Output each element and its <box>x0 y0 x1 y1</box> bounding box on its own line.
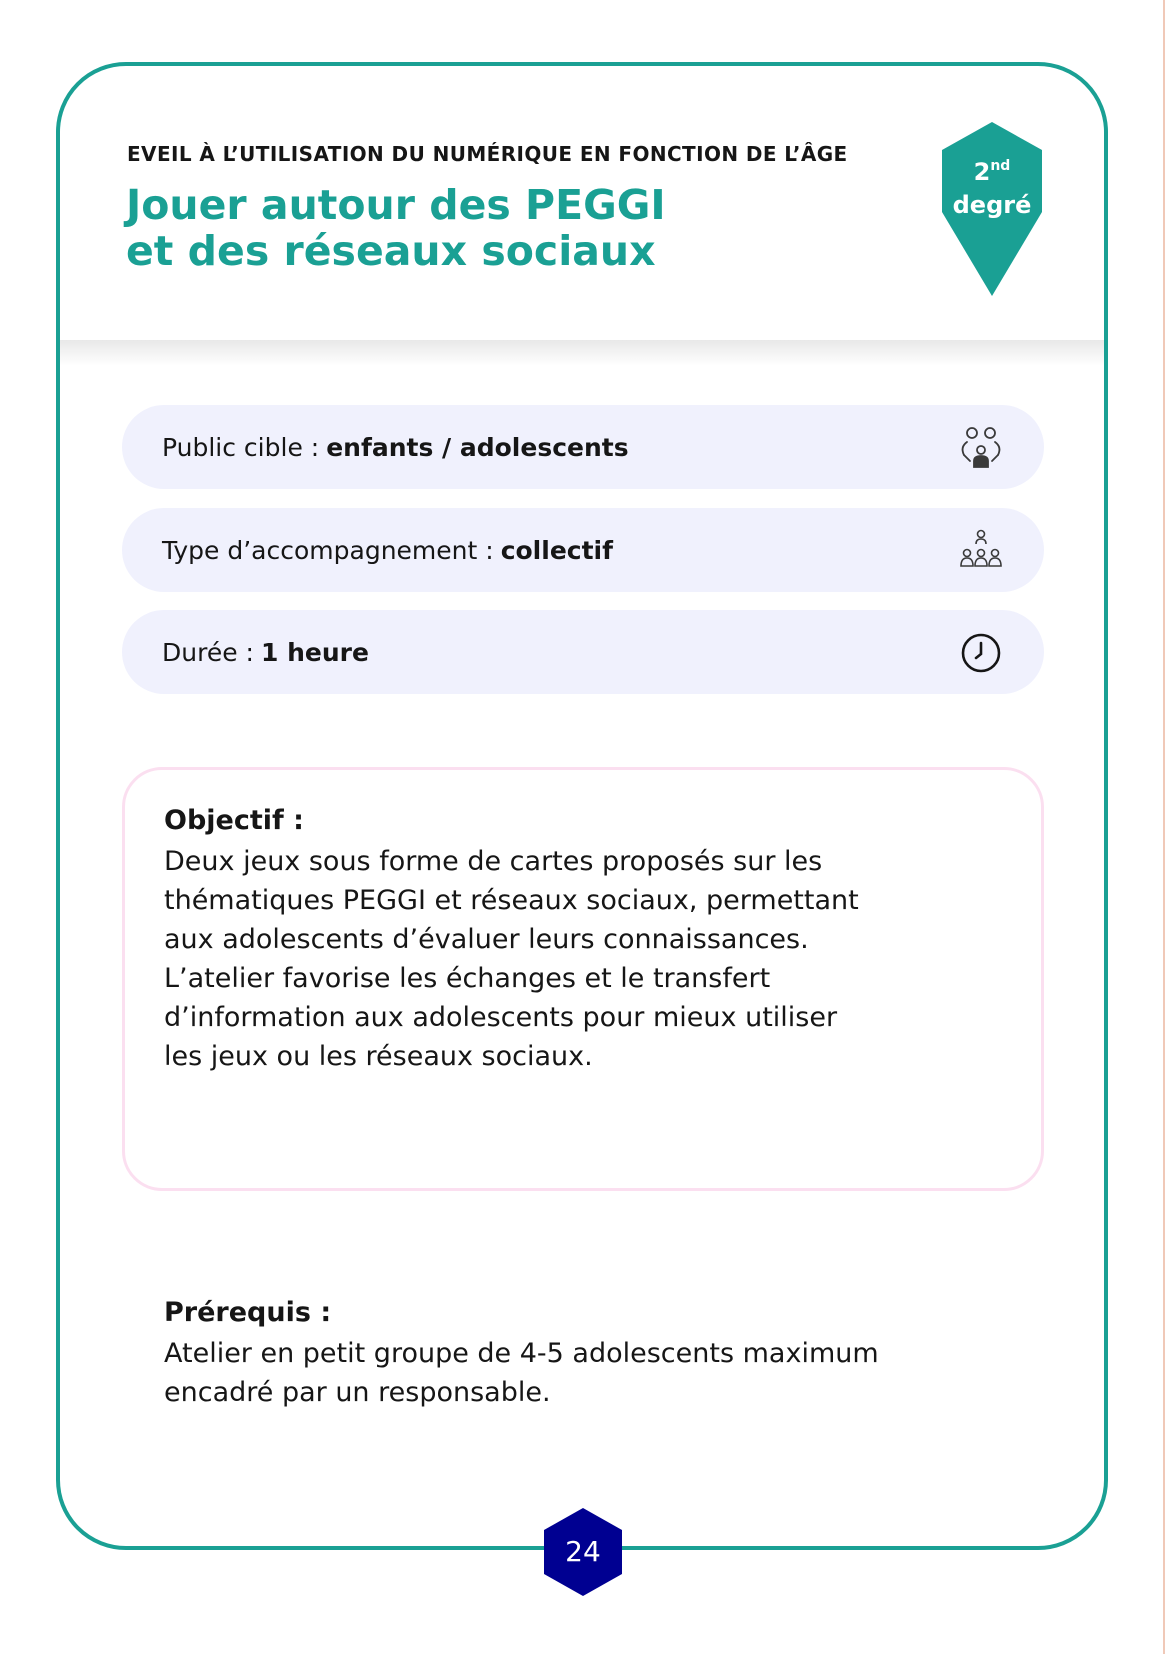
family-group-icon <box>956 423 1006 473</box>
level-badge <box>938 150 1046 222</box>
objective-line: d’information aux adolescents pour mieux utiliser <box>164 1002 838 1033</box>
objective-line: Deux jeux sous forme de cartes proposés sur les <box>164 846 823 877</box>
badge-ordinal: 2 <box>973 158 991 186</box>
prerequisites-heading: Prérequis : <box>164 1297 332 1328</box>
badge-ordinal-suffix: nd <box>990 158 1011 174</box>
objective-heading: Objectif : <box>164 805 304 836</box>
prerequisites-text <box>164 1334 879 1412</box>
people-group-icon <box>956 526 1006 576</box>
info-value: collectif <box>500 535 613 565</box>
info-label: Type d’accompagnement : <box>162 535 494 565</box>
info-pill-duration <box>122 610 1044 694</box>
prerequisites-line: Atelier en petit groupe de 4-5 adolescents maximum <box>164 1338 879 1369</box>
info-label: Public cible : <box>162 432 320 462</box>
page-edge-line <box>1163 0 1165 1654</box>
info-pill-type <box>122 508 1044 592</box>
info-label: Durée : <box>162 637 254 667</box>
objective-line: thématiques PEGGI et réseaux sociaux, permettant <box>164 885 859 916</box>
clock-icon <box>956 628 1006 678</box>
header-shadow <box>60 340 1104 366</box>
section-kicker: EVEIL À L’UTILISATION DU NUMÉRIQUE EN FONCTION DE L’ÂGE <box>127 142 848 166</box>
info-value: enfants / adolescents <box>326 432 629 462</box>
objective-line: aux adolescents d’évaluer leurs connaissances. <box>164 924 809 955</box>
page-number: 24 <box>565 1535 601 1568</box>
info-value: 1 heure <box>260 637 369 667</box>
objective-line: les jeux ou les réseaux sociaux. <box>164 1041 593 1072</box>
page-title-line-1: Jouer autour des PEGGI <box>126 181 666 229</box>
prerequisites-line: encadré par un responsable. <box>164 1377 551 1408</box>
objective-line: L’atelier favorise les échanges et le transfert <box>164 963 771 994</box>
page-title-line-2: et des réseaux sociaux <box>126 227 656 275</box>
objective-text <box>164 842 859 1076</box>
page-title <box>126 182 666 274</box>
info-pill-public <box>122 405 1044 489</box>
badge-label: degré <box>952 191 1032 219</box>
